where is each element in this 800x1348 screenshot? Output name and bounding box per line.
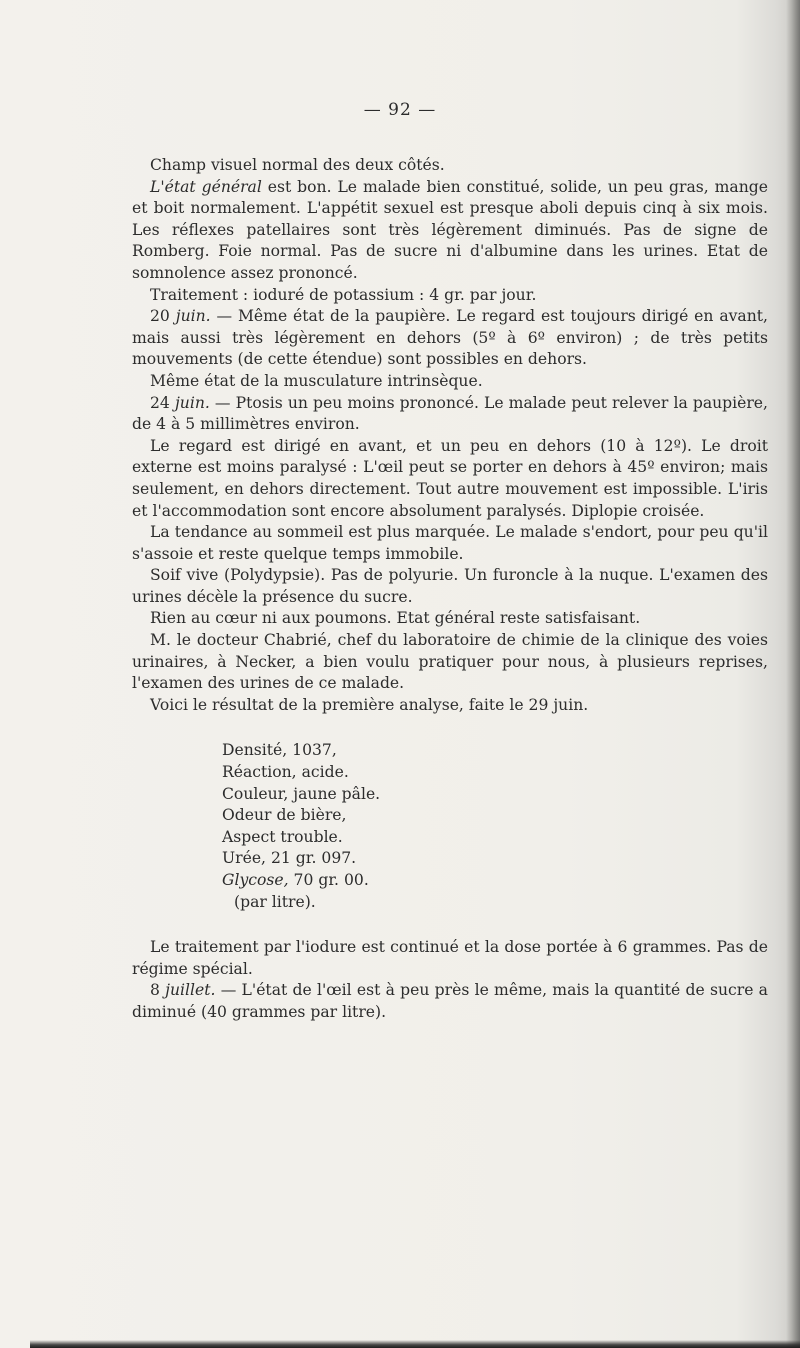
analysis-aspect: Aspect trouble. (222, 827, 343, 846)
paragraph-coeur: Rien au cœur ni aux poumons. Etat général reste satisfaisant. (150, 609, 641, 628)
page-bottom-shadow (30, 1340, 800, 1348)
analysis-odeur: Odeur de bière, (222, 806, 347, 825)
paragraph-chabrie: M. le docteur Chabrié, chef du laboratoire de chimie de la clinique des voies urinaires, à Necker, a bien voulu pratiquer pour nous, à plusieurs reprises, l'examen des urines de ce malade. (132, 631, 768, 693)
body-text (132, 155, 768, 1024)
paragraph-regard: Le regard est dirigé en avant, et un peu en dehors (10 à 12º). Le droit externe est moins paralysé : L'œil peut se porter en dehors à 45º environ; mais seulement, en dehors directement. Tout autre mouvement est impossible. L'iris et l'accommodation sont encore absolument paralysés. Diplopie croisée. (132, 436, 768, 520)
paragraph-soif: Soif vive (Polydypsie). Pas de polyurie. Un furoncle à la nuque. L'examen des urines décèle la présence du sucre. (132, 566, 768, 606)
paragraph-resultat: Voici le résultat de la première analyse, faite le 29 juin. (150, 695, 589, 714)
analysis-couleur: Couleur, jaune pâle. (222, 784, 381, 803)
paragraph-champ-visuel: Champ visuel normal des deux côtés. (150, 156, 445, 174)
analysis-glycose: Glycose, 70 gr. 00. (222, 871, 369, 889)
paragraph-traitement: Traitement : ioduré de potassium : 4 gr. par jour. (150, 285, 537, 304)
urine-analysis-list (222, 740, 768, 913)
analysis-reaction: Réaction, acide. (222, 763, 349, 782)
paragraph-sommeil: La tendance au sommeil est plus marquée. Le malade s'endort, pour peu qu'il s'assoie et reste quelque temps immobile. (132, 523, 768, 563)
paragraph-8-juillet: 8 juillet. — L'état de l'œil est à peu près le même, mais la quantité de sucre a diminué (40 grammes par litre). (132, 981, 768, 1021)
paragraph-musculature: Même état de la musculature intrinsèque. (150, 371, 483, 390)
page-edge-shadow (786, 0, 800, 1348)
paragraph-24-juin: 24 juin. — Ptosis un peu moins prononcé. Le malade peut relever la paupière, de 4 à 5 millimètres environ. (132, 393, 768, 434)
paragraph-20-juin: 20 juin. — Même état de la paupière. Le regard est toujours dirigé en avant, mais aussi très légèrement en dehors (5º à 6º environ) ; de très petits mouvements (de cette étendue) sont possibles en dehors. (132, 307, 768, 369)
paragraph-etat-general: L'état général est bon. Le malade bien constitué, solide, un peu gras, mange et boit normalement. L'appétit sexuel est presque aboli depuis cinq à six mois. Les réflexes patellaires sont très légèrement diminués. Pas de signe de Romberg. Foie normal. Pas de sucre ni d'albumine dans les urines. Etat de somnolence assez prononcé. (132, 177, 768, 282)
analysis-densite: Densité, 1037, (222, 741, 337, 760)
analysis-uree: Urée, 21 gr. 097. (222, 849, 357, 868)
paragraph-traitement-iodure: Le traitement par l'iodure est continué et la dose portée à 6 grammes. Pas de régime spécial. (132, 938, 768, 978)
analysis-par-litre: (par litre). (234, 892, 316, 911)
page-number: — 92 — (363, 100, 437, 120)
